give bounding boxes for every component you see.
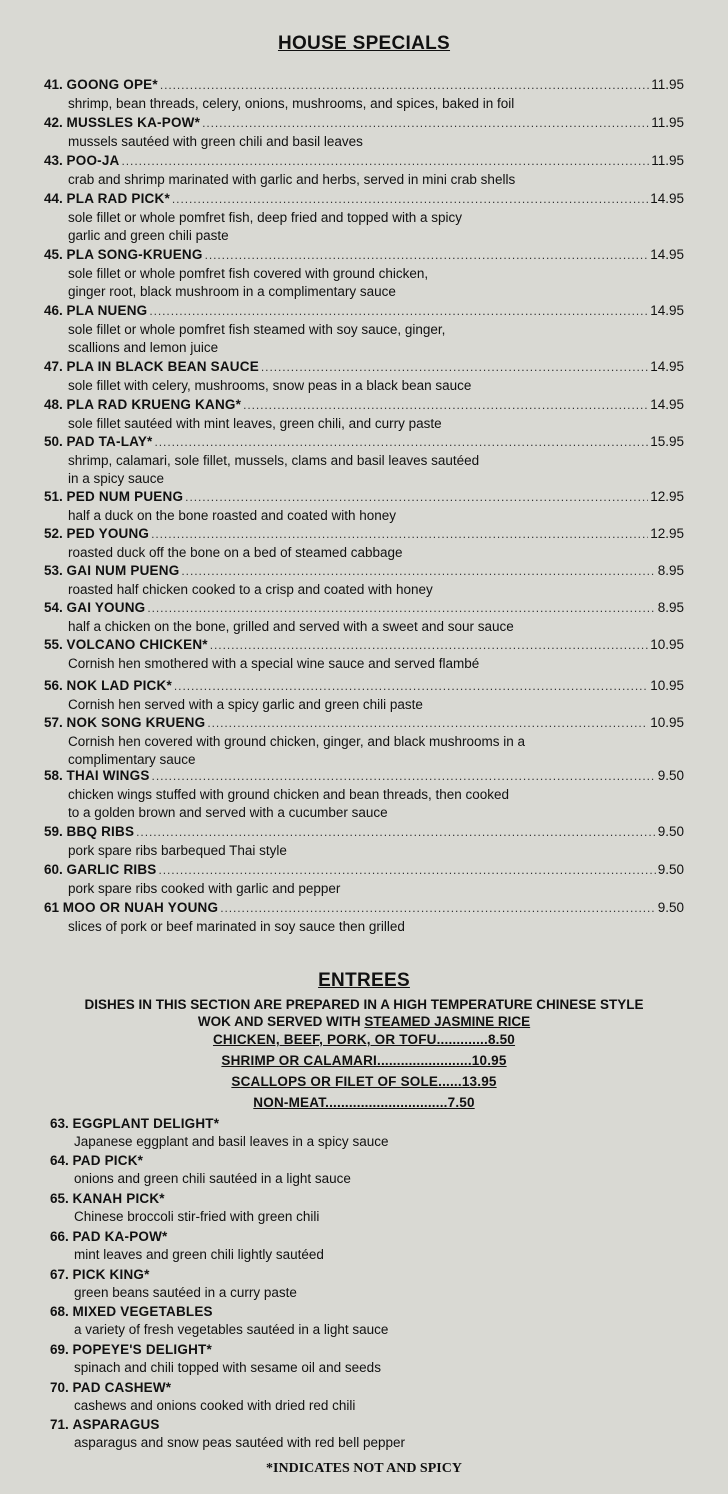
item-description: roasted duck off the bone on a bed of steamed cabbage (68, 545, 403, 560)
entrees-intro-line1: DISHES IN THIS SECTION ARE PREPARED IN A HIGH TEMPERATURE CHINESE STYLE (84, 997, 644, 1012)
special-item (44, 715, 684, 769)
entree-name-line (50, 1115, 650, 1133)
item-price: 14.95 (650, 397, 684, 412)
item-price: 11.95 (651, 153, 684, 168)
leader-dots (155, 435, 649, 449)
entree-item (50, 1303, 650, 1339)
item-number: 50. (44, 434, 63, 449)
entree-item (50, 1152, 650, 1188)
item-description: Japanese eggplant and basil leaves in a spicy sauce (74, 1134, 389, 1149)
item-description: spinach and chili topped with sesame oil and seeds (74, 1360, 381, 1375)
item-number: 68. (50, 1304, 69, 1319)
special-item (44, 359, 684, 395)
special-item (44, 247, 684, 301)
special-item-line (44, 862, 684, 880)
special-item (44, 768, 684, 822)
item-name: MOO OR NUAH YOUNG (62, 900, 219, 915)
special-item-line (44, 824, 684, 842)
leader-dots (210, 638, 648, 652)
special-item (44, 489, 684, 525)
item-price: 10.95 (650, 678, 684, 693)
item-price: 10.95 (650, 637, 684, 652)
entree-item (50, 1379, 650, 1415)
item-name: ASPARAGUS (72, 1417, 160, 1432)
special-item (44, 303, 684, 357)
entree-item (50, 1115, 650, 1151)
entree-item (50, 1266, 650, 1302)
spicy-footnote: *INDICATES NOT AND SPICY (266, 1461, 462, 1476)
item-price: 11.95 (651, 77, 684, 92)
item-name: BBQ RIBS (66, 824, 135, 839)
leader-dots (147, 601, 655, 615)
item-price: 9.50 (657, 862, 684, 877)
item-number: 59. (44, 824, 63, 839)
special-item (44, 191, 684, 245)
item-description: half a chicken on the bone, grilled and served with a sweet and sour sauce (68, 619, 514, 634)
leader-dots (172, 192, 648, 206)
entrees-intro-line2-prefix: WOK AND SERVED WITH (197, 1014, 365, 1029)
entrees-intro-line2 (0, 1013, 728, 1030)
entree-item (50, 1228, 650, 1264)
special-item-line (44, 678, 684, 696)
item-description: garlic and green chili paste (68, 228, 229, 243)
item-description: a variety of fresh vegetables sautéed in a light sauce (74, 1322, 389, 1337)
item-number: 56. (44, 678, 63, 693)
leader-dots (149, 304, 648, 318)
item-name: PLA RAD PICK* (66, 191, 170, 206)
item-description: half a duck on the bone roasted and coated with honey (68, 508, 396, 523)
item-price: 8.95 (657, 563, 684, 578)
special-item-line (44, 303, 684, 321)
item-description: mint leaves and green chili lightly sautéed (74, 1247, 324, 1262)
item-name: PAD KA-POW* (72, 1229, 168, 1244)
item-number: 71. (50, 1417, 69, 1432)
entree-price-meat: CHICKEN, BEEF, PORK, OR TOFU.............8.50 (212, 1032, 516, 1047)
item-number: 63. (50, 1116, 69, 1131)
entree-name-line (50, 1228, 650, 1246)
item-name: NOK LAD PICK* (66, 678, 172, 693)
item-number: 48. (44, 397, 63, 412)
item-number: 51. (44, 489, 63, 504)
item-number: 70. (50, 1380, 69, 1395)
leader-dots (122, 154, 650, 168)
item-description: pork spare ribs cooked with garlic and pepper (68, 881, 341, 896)
special-item-line (44, 715, 684, 733)
item-name: PAD TA-LAY* (66, 434, 153, 449)
special-item-line (44, 247, 684, 265)
leader-dots (220, 901, 656, 915)
item-description: sole fillet or whole pomfret fish covered with ground chicken, (68, 266, 429, 281)
item-description: Chinese broccoli stir-fried with green chili (74, 1209, 320, 1224)
item-name: EGGPLANT DELIGHT* (72, 1116, 220, 1131)
special-item (44, 434, 684, 488)
item-name: MUSSLES KA-POW* (66, 115, 201, 130)
item-number: 52. (44, 526, 63, 541)
item-name: NOK SONG KRUENG (66, 715, 206, 730)
item-description: Cornish hen covered with ground chicken, ginger, and black mushrooms in a (68, 734, 526, 749)
item-number: 57. (44, 715, 63, 730)
leader-dots (159, 863, 656, 877)
item-description: Cornish hen smothered with a special wine sauce and served flambé (68, 656, 480, 671)
entree-item (50, 1190, 650, 1226)
item-number: 69. (50, 1342, 69, 1357)
special-item-line (44, 153, 684, 171)
item-description: sole fillet or whole pomfret fish, deep fried and topped with a spicy (68, 210, 462, 225)
entrees-title: ENTREES (318, 970, 410, 991)
item-description: pork spare ribs barbequed Thai style (68, 843, 287, 858)
item-description: asparagus and snow peas sautéed with red bell pepper (74, 1435, 405, 1450)
item-number: 55. (44, 637, 63, 652)
special-item-line (44, 900, 684, 918)
item-number: 58. (44, 768, 63, 783)
item-price: 9.50 (657, 768, 684, 783)
item-description: roasted half chicken cooked to a crisp and coated with honey (68, 582, 433, 597)
item-name: POPEYE'S DELIGHT* (72, 1342, 212, 1357)
leader-dots (261, 360, 648, 374)
item-description: cashews and onions cooked with dried red chili (74, 1398, 356, 1413)
special-item (44, 862, 684, 898)
item-number: 44. (44, 191, 63, 206)
item-price: 12.95 (650, 526, 684, 541)
entree-name-line (50, 1303, 650, 1321)
item-description: scallions and lemon juice (68, 340, 219, 355)
special-item (44, 115, 684, 151)
item-number: 53. (44, 563, 63, 578)
item-name: PLA IN BLACK BEAN SAUCE (66, 359, 259, 374)
item-description: to a golden brown and served with a cucumber sauce (68, 805, 388, 820)
item-description: shrimp, calamari, sole fillet, mussels, clams and basil leaves sautéed (68, 453, 480, 468)
item-name: PAD PICK* (72, 1153, 144, 1168)
item-description: sole fillet or whole pomfret fish steamed with soy sauce, ginger, (68, 322, 446, 337)
leader-dots (136, 825, 656, 839)
item-name: MIXED VEGETABLES (72, 1304, 213, 1319)
item-number: 45. (44, 247, 63, 262)
item-description: sole fillet sautéed with mint leaves, green chili, and curry paste (68, 416, 442, 431)
item-description: crab and shrimp marinated with garlic and herbs, served in mini crab shells (68, 172, 516, 187)
special-item-line (44, 434, 684, 452)
special-item-line (44, 489, 684, 507)
item-number: 41. (44, 77, 63, 92)
entrees-intro-rice: STEAMED JASMINE RICE (364, 1014, 531, 1029)
leader-dots (207, 716, 648, 730)
item-description: green beans sautéed in a curry paste (74, 1285, 297, 1300)
item-number: 46. (44, 303, 63, 318)
special-item (44, 637, 684, 673)
leader-dots (160, 78, 649, 92)
entree-name-line (50, 1152, 650, 1170)
leader-dots (202, 116, 649, 130)
special-item (44, 153, 684, 189)
leader-dots (174, 679, 648, 693)
item-number: 54. (44, 600, 63, 615)
item-price: 12.95 (650, 489, 684, 504)
special-item (44, 600, 684, 636)
special-item-line (44, 359, 684, 377)
entree-name-line (50, 1190, 650, 1208)
item-description: mussels sautéed with green chili and basil leaves (68, 134, 363, 149)
item-number: 65. (50, 1191, 69, 1206)
special-item-line (44, 637, 684, 655)
entree-name-line (50, 1341, 650, 1359)
leader-dots (152, 769, 656, 783)
item-name: PLA SONG-KRUENG (66, 247, 203, 262)
item-description: slices of pork or beef marinated in soy sauce then grilled (68, 919, 405, 934)
item-number: 47. (44, 359, 63, 374)
item-price: 14.95 (650, 303, 684, 318)
entree-name-line (50, 1416, 650, 1434)
special-item-line (44, 526, 684, 544)
special-item-line (44, 397, 684, 415)
item-name: PED NUM PUENG (66, 489, 184, 504)
entree-price-shrimp: SHRIMP OR CALAMARI........................10.95 (221, 1053, 507, 1068)
item-name: KANAH PICK* (72, 1191, 165, 1206)
item-description: sole fillet with celery, mushrooms, snow peas in a black bean sauce (68, 378, 472, 393)
leader-dots (151, 527, 648, 541)
special-item-line (44, 563, 684, 581)
item-price: 10.95 (650, 715, 684, 730)
special-item-line (44, 191, 684, 209)
item-number: 43. (44, 153, 63, 168)
house-specials-title: HOUSE SPECIALS (277, 33, 451, 54)
item-number: 42. (44, 115, 63, 130)
entree-name-line (50, 1379, 650, 1397)
entree-price-scallops: SCALLOPS OR FILET OF SOLE......13.95 (231, 1074, 497, 1089)
special-item (44, 563, 684, 599)
item-description: Cornish hen served with a spicy garlic and green chili paste (68, 697, 423, 712)
entree-price-nonmeat: NON-MEAT...............................7.50 (253, 1095, 475, 1110)
item-name: PICK KING* (72, 1267, 150, 1282)
item-price: 14.95 (650, 359, 684, 374)
special-item-line (44, 600, 684, 618)
item-description: onions and green chili sautéed in a light sauce (74, 1171, 351, 1186)
entree-name-line (50, 1266, 650, 1284)
item-number: 66. (50, 1229, 69, 1244)
special-item (44, 77, 684, 113)
item-number: 64. (50, 1153, 69, 1168)
special-item (44, 526, 684, 562)
special-item (44, 397, 684, 433)
special-item (44, 824, 684, 860)
item-price: 11.95 (651, 115, 684, 130)
item-name: THAI WINGS (66, 768, 150, 783)
entree-item (50, 1416, 650, 1452)
item-number: 67. (50, 1267, 69, 1282)
entree-item (50, 1341, 650, 1377)
item-price: 9.50 (657, 900, 684, 915)
item-price: 14.95 (650, 247, 684, 262)
item-name: GARLIC RIBS (66, 862, 157, 877)
leader-dots (205, 248, 649, 262)
special-item-line (44, 77, 684, 95)
leader-dots (181, 564, 655, 578)
item-name: GAI NUM PUENG (66, 563, 180, 578)
item-price: 15.95 (650, 434, 684, 449)
special-item-line (44, 768, 684, 786)
item-description: shrimp, bean threads, celery, onions, mushrooms, and spices, baked in foil (68, 96, 515, 111)
item-name: GOONG OPE* (66, 77, 158, 92)
leader-dots (185, 490, 648, 504)
item-name: VOLCANO CHICKEN* (66, 637, 208, 652)
special-item-line (44, 115, 684, 133)
item-price: 8.95 (657, 600, 684, 615)
special-item (44, 900, 684, 936)
item-description: in a spicy sauce (68, 471, 165, 486)
special-item (44, 678, 684, 714)
item-description: complimentary sauce (68, 752, 196, 767)
item-description: ginger root, black mushroom in a complimentary sauce (68, 284, 396, 299)
leader-dots (243, 398, 648, 412)
item-number: 61 (44, 900, 60, 915)
item-name: PAD CASHEW* (72, 1380, 172, 1395)
item-name: POO-JA (66, 153, 120, 168)
item-name: PED YOUNG (66, 526, 150, 541)
item-price: 9.50 (657, 824, 684, 839)
item-name: PLA RAD KRUENG KANG* (66, 397, 242, 412)
item-name: PLA NUENG (66, 303, 148, 318)
item-number: 60. (44, 862, 63, 877)
item-price: 14.95 (650, 191, 684, 206)
item-name: GAI YOUNG (66, 600, 146, 615)
item-description: chicken wings stuffed with ground chicken and bean threads, then cooked (68, 787, 510, 802)
